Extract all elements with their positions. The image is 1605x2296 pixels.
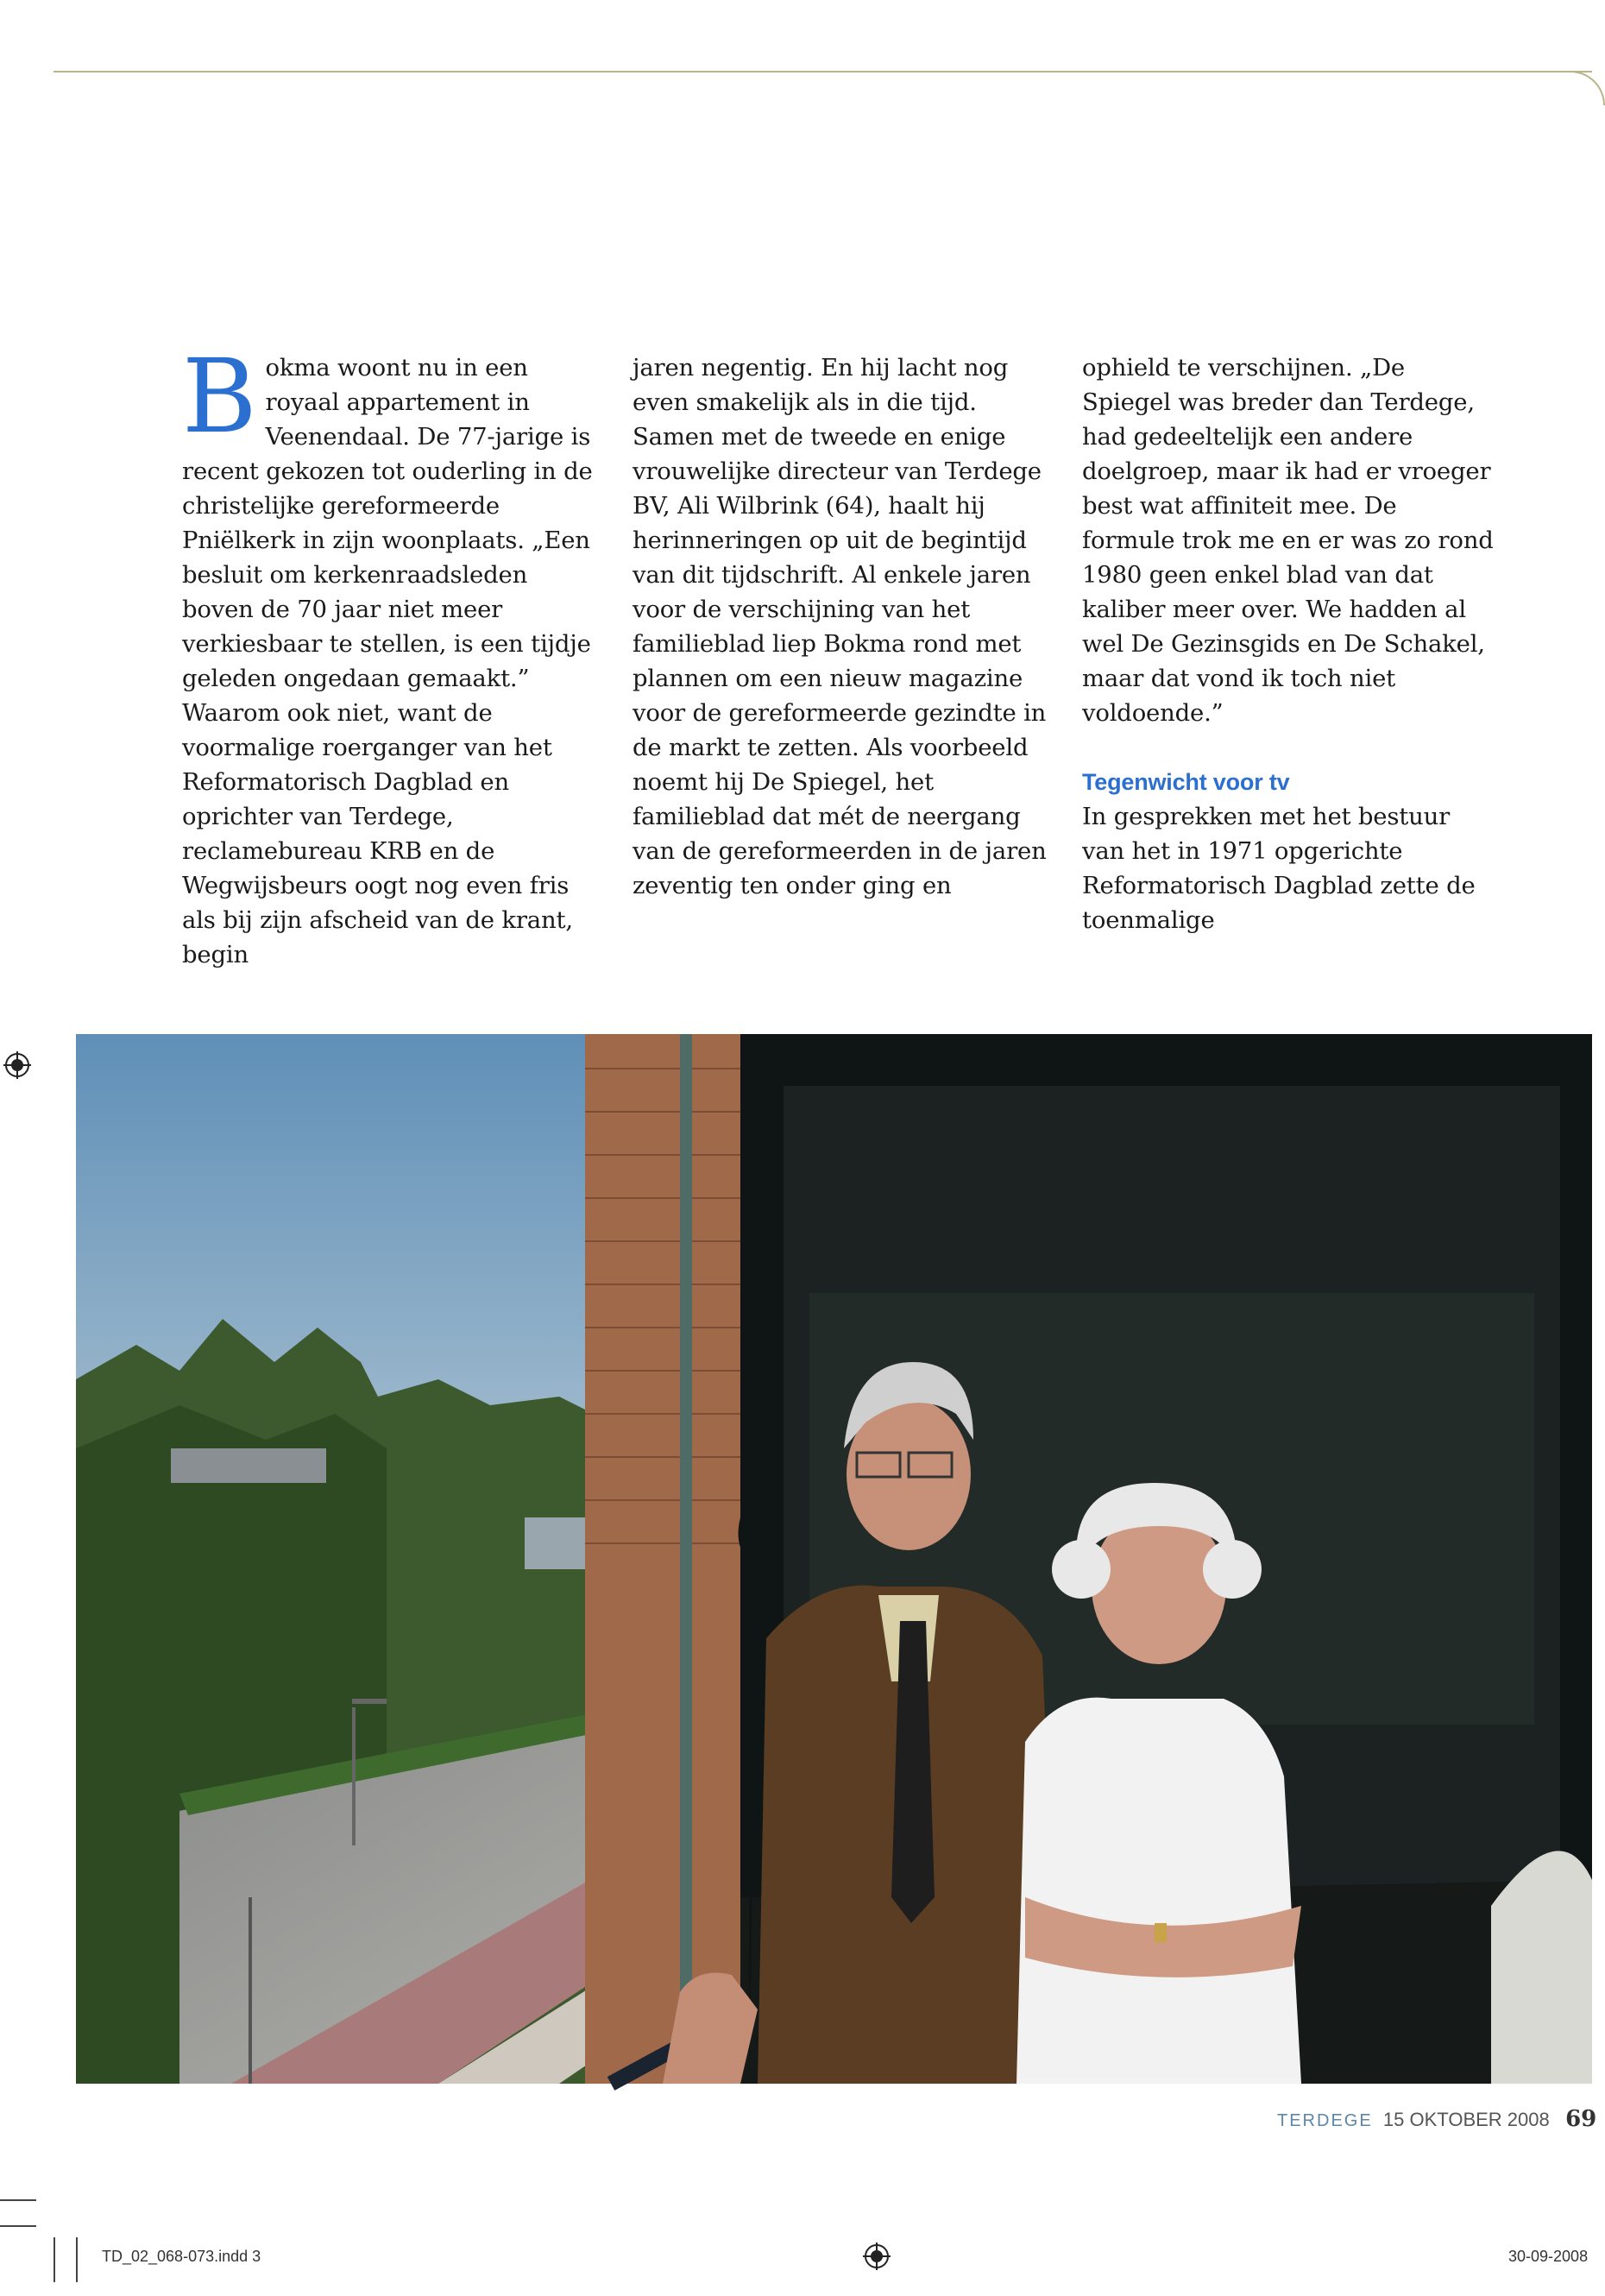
top-rule (54, 71, 1592, 73)
subheading: Tegenwicht voor tv (1082, 769, 1290, 795)
slug-date: 30-09-2008 (1508, 2248, 1589, 2265)
paragraph: In gesprekken met het bestuur van het in 1971 opgerichte Reformatorisch Dagblad zette de toenmalige (1082, 803, 1476, 934)
slug-filename: TD_02_068-073.indd 3 (102, 2248, 261, 2265)
article-column-2 (633, 350, 1047, 903)
crop-mark (0, 2199, 36, 2201)
paragraph: Samen met de tweede en enige vrouwelijke directeur van Terdege BV, Ali Wilbrink (64), haalt hij herinneringen op uit de begintijd van dit tijdschrift. Al enkele jaren voor de verschijning van het familieblad liep Bokma rond met plannen om een nieuw magazine voor de gereformeerde gezindte in de markt te zetten. Als voorbeeld noemt hij De Spiegel, het familieblad dat mét de neergang van de gereformeerden in de jaren zeventig ten onder ging en (633, 423, 1047, 899)
issue-date: 15 OKTOBER 2008 (1382, 2109, 1550, 2130)
paragraph: ophield te verschijnen. „De Spiegel was breder dan Terdege, had gedeeltelijk een andere doelgroep, maar ik had er vroeger best wat affiniteit mee. De formule trok me en er was zo rond 1980 geen enkel blad van dat kaliber meer over. We hadden al wel De Gezinsgids en De Schakel, maar dat vond ik toch niet voldoende.” (1082, 354, 1494, 727)
registration-mark-icon (863, 2242, 891, 2270)
crop-mark (76, 2237, 78, 2282)
crop-mark (0, 2225, 36, 2227)
article-column-1 (182, 337, 596, 972)
lead-text: okma woont nu in een royaal appartement in Veenendaal. De 77-jarige is recent gekozen tot ouderling in de christelijke gereformeerde Pniëlkerk in zijn woonplaats. „Een besluit om kerkenraadsleden boven de 70 jaar niet meer verkiesbaar te stellen, is een tijdje geleden ongedaan gemaakt.” (182, 354, 593, 692)
paragraph: Waarom ook niet, want de voormalige roerganger van het Reformatorisch Dagblad en oprichter van Terdege, reclamebureau KRB en de Wegwijsbeurs oogt nog even fris als bij zijn afscheid van de krant, begin (182, 699, 573, 968)
balcony-photo (76, 1034, 1592, 2084)
magazine-name: TERDEGE (1277, 2111, 1373, 2130)
paragraph: jaren negentig. En hij lacht nog even smakelijk als in die tijd. (633, 354, 1009, 416)
crop-mark (54, 2237, 55, 2282)
lead-paragraph (182, 337, 596, 696)
article-column-3 (1082, 350, 1496, 937)
page-footer (1277, 2106, 1597, 2137)
registration-mark-icon (3, 1051, 31, 1079)
drop-cap: B (182, 337, 257, 456)
page-number: 69 (1565, 2106, 1597, 2132)
top-rule-corner (1553, 71, 1605, 105)
